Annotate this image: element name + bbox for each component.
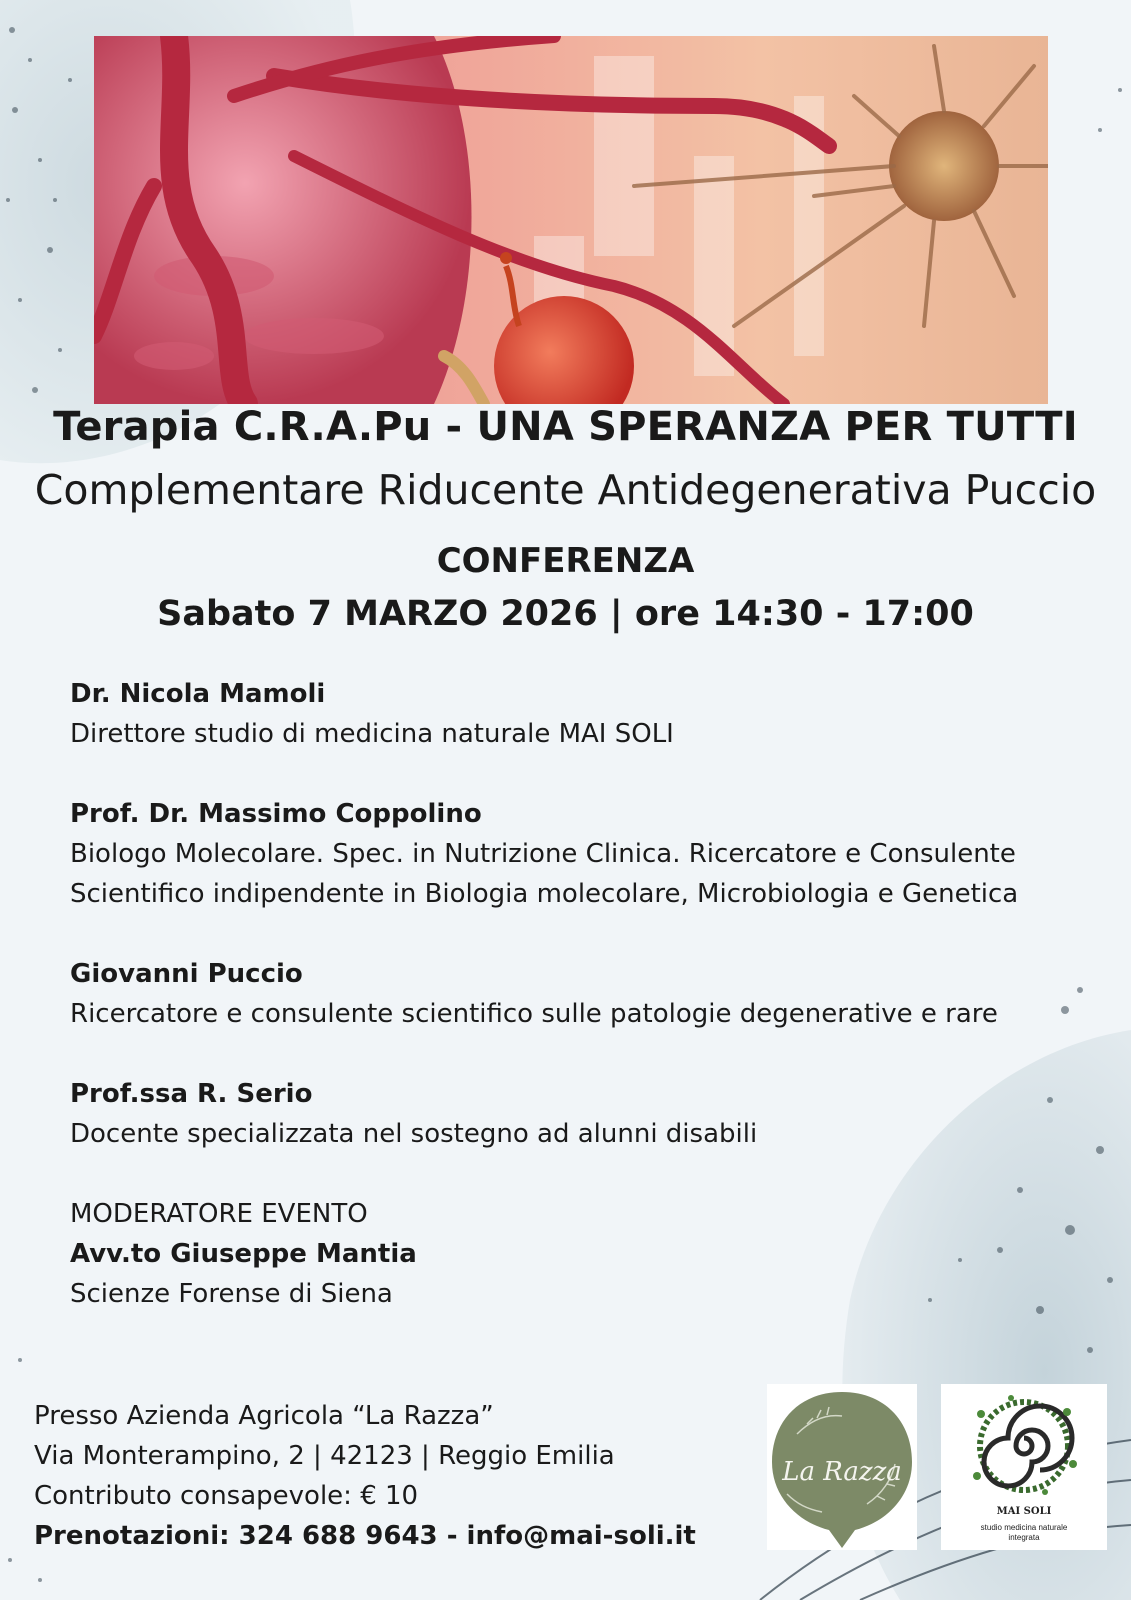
event-title: Terapia C.R.A.Pu - UNA SPERANZA PER TUTTI xyxy=(53,404,1078,450)
event-type: CONFERENZA xyxy=(436,541,695,581)
moderator-label: MODERATORE EVENTO xyxy=(70,1199,368,1229)
moderator-block xyxy=(70,1194,1090,1314)
mai-soli-logo-tagline-2: integrata xyxy=(1008,1533,1040,1542)
speaker-item xyxy=(70,954,1090,1034)
speaker-name: Giovanni Puccio xyxy=(70,959,303,989)
speaker-name: Dr. Nicola Mamoli xyxy=(70,679,326,709)
speaker-role-continued: Scientifico indipendente in Biologia molecolare, Microbiologia e Genetica xyxy=(70,879,1019,909)
moderator-name: Avv.to Giuseppe Mantia xyxy=(70,1239,417,1269)
event-date: Sabato 7 MARZO 2026 | ore 14:30 - 17:00 xyxy=(157,594,974,634)
moderator-affiliation: Scienze Forense di Siena xyxy=(70,1279,393,1309)
speaker-role: Direttore studio di medicina naturale MAI SOLI xyxy=(70,719,674,749)
mai-soli-logo-name: MAI SOLI xyxy=(996,1506,1052,1517)
speaker-role: Biologo Molecolare. Spec. in Nutrizione Clinica. Ricercatore e Consulente xyxy=(70,839,1016,869)
speaker-item xyxy=(70,794,1090,914)
speaker-item xyxy=(70,1074,1090,1154)
booking-contact: Prenotazioni: 324 688 9643 - info@mai-soli.it xyxy=(34,1521,696,1551)
speakers-list xyxy=(70,674,1090,1314)
speaker-item xyxy=(70,674,1090,754)
la-razza-logo-text: La Razza xyxy=(782,1457,902,1487)
venue-fee: Contributo consapevole: € 10 xyxy=(34,1481,419,1511)
speaker-role: Ricercatore e consulente scientifico sulle patologie degenerative e rare xyxy=(70,999,998,1029)
venue-place: Presso Azienda Agricola “La Razza” xyxy=(34,1401,494,1431)
venue-address: Via Monterampino, 2 | 42123 | Reggio Emilia xyxy=(34,1441,615,1471)
speaker-name: Prof.ssa R. Serio xyxy=(70,1079,313,1109)
speaker-role: Docente specializzata nel sostegno ad alunni disabili xyxy=(70,1119,758,1149)
event-subtitle: Complementare Riducente Antidegenerativa Puccio xyxy=(34,466,1097,514)
mai-soli-logo xyxy=(941,1384,1107,1550)
mai-soli-logo-tagline: studio medicina naturale xyxy=(980,1523,1068,1532)
venue-info xyxy=(34,1396,696,1556)
la-razza-logo xyxy=(767,1384,917,1550)
hero-image xyxy=(94,36,1048,404)
speaker-name: Prof. Dr. Massimo Coppolino xyxy=(70,799,482,829)
